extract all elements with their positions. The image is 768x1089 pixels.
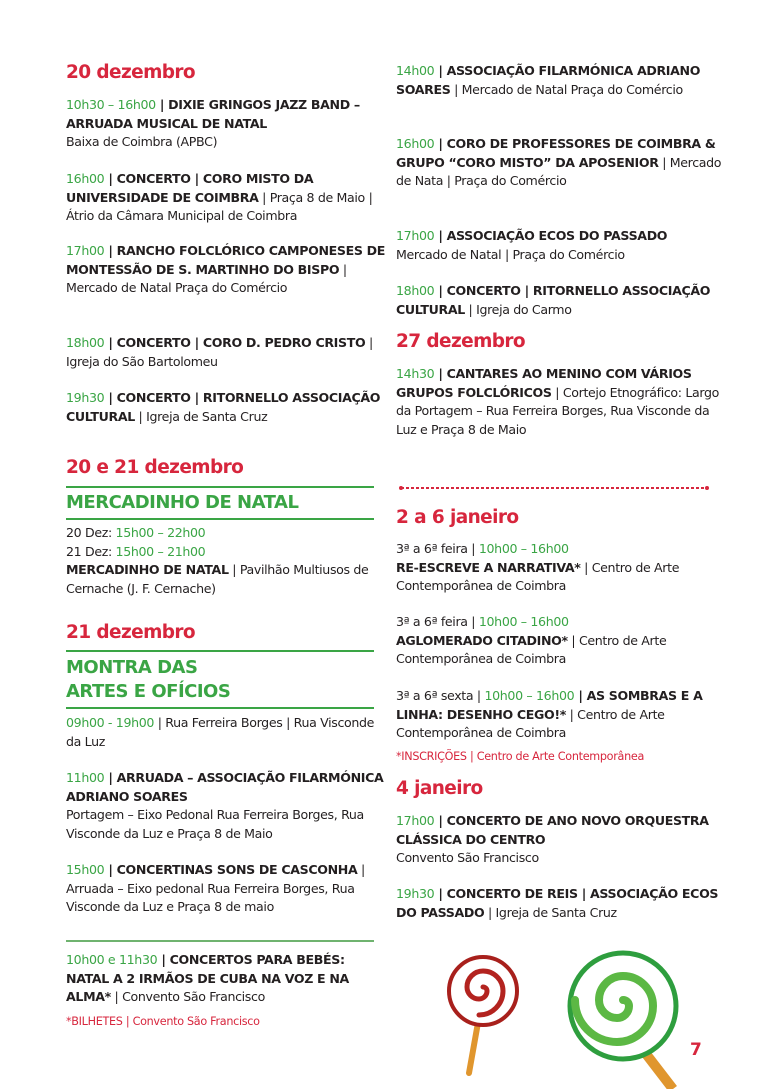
registration-note: *INSCRIÇÕES | Centro de Arte Contemporânea: [396, 750, 645, 763]
red-lollipop-icon: [445, 955, 525, 1080]
date-heading-2-a-6-janeiro: 2 a 6 janeiro: [396, 507, 519, 528]
page-number: 7: [690, 1040, 702, 1060]
date-heading-20-e-21-dezembro: 20 e 21 dezembro: [66, 457, 244, 478]
event-item: 20 Dez: 15h00 – 22h00 21 Dez: 15h00 – 21h00 MERCADINHO DE NATAL | Pavilhão Multiusos de Cernache (J. F. Cernache): [66, 525, 369, 596]
event-item: 3ª a 6ª feira | 10h00 – 16h00 RE-ESCREVE A NARRATIVA* | Centro de Arte Contemporânea de Coimbra: [396, 541, 680, 594]
green-lollipop-icon: [565, 950, 685, 1089]
date-heading-4-janeiro: 4 janeiro: [396, 778, 483, 799]
event-item: 09h00 - 19h00 | Rua Ferreira Borges | Rua Visconde da Luz: [66, 715, 375, 749]
green-divider: [66, 940, 374, 942]
green-divider: [66, 518, 374, 520]
event-item: 17h00 | CONCERTO DE ANO NOVO ORQUESTRA CLÁSSICA DO CENTRO Convento São Francisco: [396, 813, 709, 866]
date-heading-20-dezembro: 20 dezembro: [66, 62, 196, 83]
dotted-divider: [398, 486, 710, 490]
tickets-note: *BILHETES | Convento São Francisco: [66, 1015, 260, 1028]
date-heading-27-dezembro: 27 dezembro: [396, 331, 526, 352]
date-heading-21-dezembro: 21 dezembro: [66, 622, 196, 643]
green-divider: [66, 486, 374, 488]
section-title-mercadinho: MERCADINHO DE NATAL: [66, 492, 299, 513]
event-item: 19h30 | CONCERTO | RITORNELLO ASSOCIAÇÃO CULTURAL | Igreja de Santa Cruz: [66, 390, 381, 424]
event-item: 16h00 | CORO DE PROFESSORES DE COIMBRA & GRUPO “CORO MISTO” DA APOSENIOR | Mercado de Nata | Praça do Comércio: [396, 136, 722, 189]
event-item: 10h00 e 11h30 | CONCERTOS PARA BEBÉS: NATAL A 2 IRMÃOS DE CUBA NA VOZ E NA ALMA* | Convento São Francisco: [66, 952, 349, 1005]
event-item: 19h30 | CONCERTO DE REIS | ASSOCIAÇÃO ECOS DO PASSADO | Igreja de Santa Cruz: [396, 886, 719, 920]
event-item: 15h00 | CONCERTINAS SONS DE CASCONHA | Arruada – Eixo pedonal Rua Ferreira Borges, Rua Visconde da Luz e Praça 8 de maio: [66, 862, 365, 915]
section-title-montra: MONTRA DAS ARTES E OFÍCIOS: [66, 657, 231, 702]
green-divider: [66, 650, 374, 652]
event-item: 16h00 | CONCERTO | CORO MISTO DA UNIVERSIDADE DE COIMBRA | Praça 8 de Maio | Átrio da Câmara Municipal de Coimbra: [66, 171, 373, 224]
event-item: 18h00 | CONCERTO | CORO D. PEDRO CRISTO | Igreja do São Bartolomeu: [66, 335, 373, 369]
event-item: 11h00 | ARRUADA – ASSOCIAÇÃO FILARMÓNICA ADRIANO SOARES Portagem – Eixo Pedonal Rua Ferreira Borges, Rua Visconde da Luz e Praça 8 de Maio: [66, 770, 384, 841]
event-item: 10h30 – 16h00 | DIXIE GRINGOS JAZZ BAND – ARRUADA MUSICAL DE NATAL Baixa de Coimbra (APBC): [66, 97, 360, 150]
event-item: 17h00 | RANCHO FOLCLÓRICO CAMPONESES DE MONTESSÃO DE S. MARTINHO DO BISPO | Mercado de Natal Praça do Comércio: [66, 243, 385, 296]
event-item: 3ª a 6ª feira | 10h00 – 16h00 AGLOMERADO CITADINO* | Centro de Arte Contemporânea de Coimbra: [396, 614, 667, 667]
event-item: 18h00 | CONCERTO | RITORNELLO ASSOCIAÇÃO CULTURAL | Igreja do Carmo: [396, 283, 711, 317]
event-item: 14h00 | ASSOCIAÇÃO FILARMÓNICA ADRIANO SOARES | Mercado de Natal Praça do Comércio: [396, 63, 701, 97]
event-item: 3ª a 6ª sexta | 10h00 – 16h00 | AS SOMBRAS E A LINHA: DESENHO CEGO!* | Centro de Arte Contemporânea de Coimbra: [396, 688, 703, 741]
event-item: 17h00 | ASSOCIAÇÃO ECOS DO PASSADO Mercado de Natal | Praça do Comércio: [396, 228, 668, 262]
green-divider: [66, 707, 374, 709]
event-item: 14h30 | CANTARES AO MENINO COM VÁRIOS GRUPOS FOLCLÓRICOS | Cortejo Etnográfico: Largo da Portagem – Rua Ferreira Borges, Rua Visconde da Luz e Praça 8 de Maio: [396, 366, 719, 437]
